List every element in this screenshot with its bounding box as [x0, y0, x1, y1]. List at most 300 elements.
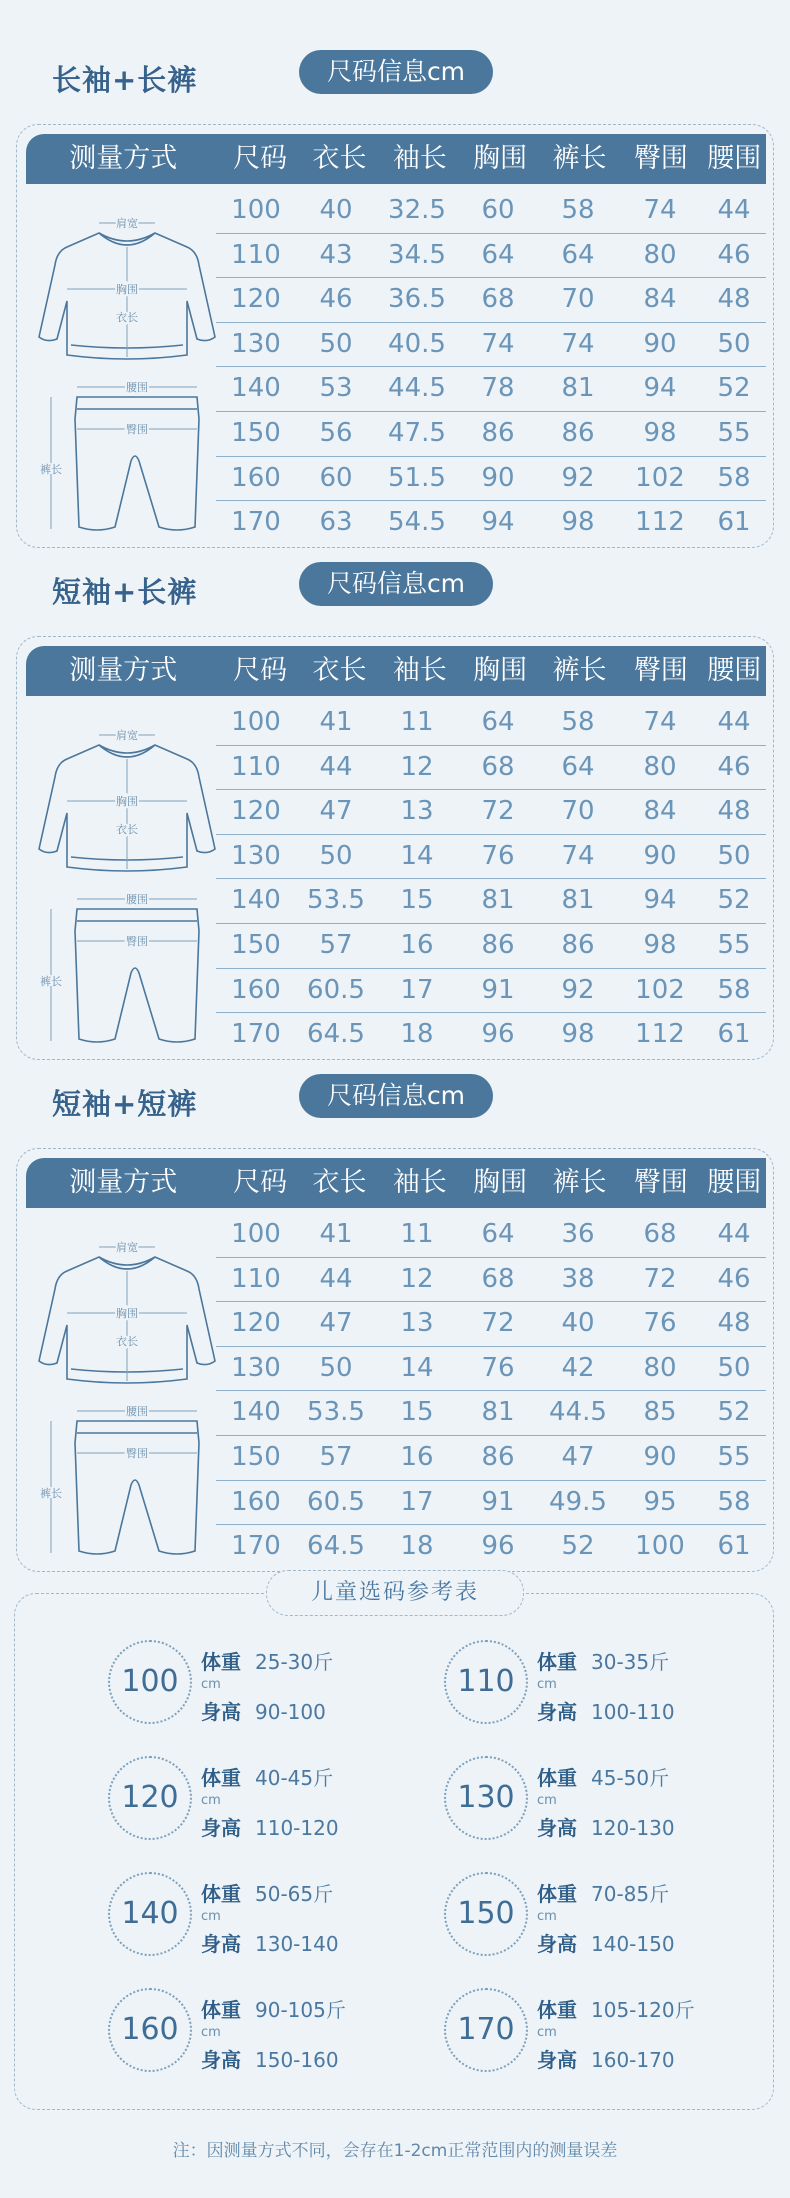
height-label: 身高 [537, 1932, 577, 1956]
table-cell: 80 [643, 1352, 677, 1383]
height-line [537, 1696, 675, 1725]
weight-line [201, 1878, 333, 1907]
table-row [216, 1391, 766, 1436]
table-cell: 55 [717, 929, 751, 960]
weight-label: 体重 [537, 1998, 577, 2022]
table-cell: 76 [481, 840, 515, 871]
unit-label: cm [537, 1909, 557, 1924]
table-cell: 90 [643, 328, 677, 359]
hip-label: 臀围 [126, 1447, 148, 1460]
height-label: 身高 [201, 1932, 241, 1956]
table-row [216, 1213, 766, 1258]
table-cell: 48 [717, 1308, 751, 1339]
table-cell: 100 [635, 1531, 685, 1562]
table-cell: 40 [319, 195, 353, 225]
hip-label: 臀围 [126, 935, 148, 948]
table-cell: 64 [561, 751, 595, 782]
size-circle: 170 [444, 1988, 528, 2072]
table-cell: 94 [481, 507, 515, 538]
table-cell: 74 [481, 328, 515, 359]
table-cell: 100 [231, 195, 281, 225]
table-cell: 47 [319, 796, 353, 827]
table-cell: 64 [561, 239, 595, 270]
table-cell: 70 [561, 284, 595, 315]
table-cell: 86 [481, 417, 515, 448]
table-cell: 120 [231, 1308, 281, 1339]
size-circle: 160 [108, 1988, 192, 2072]
size-info-pill: 尺码信息cm [299, 562, 493, 606]
table-cell: 85 [643, 1397, 677, 1428]
size-table-card [16, 1148, 774, 1572]
table-cell: 80 [643, 751, 677, 782]
table-row [216, 969, 766, 1014]
table-cell: 120 [231, 284, 281, 315]
table-cell: 11 [400, 707, 434, 737]
table-cell: 86 [481, 929, 515, 960]
weight-line [201, 1762, 333, 1791]
table-cell: 170 [231, 507, 281, 538]
waist-label: 腰围 [126, 1405, 148, 1418]
table-cell: 70 [561, 796, 595, 827]
weight-value: 40-45斤 [255, 1766, 334, 1790]
table-row [216, 1436, 766, 1481]
table-cell: 15 [400, 1397, 434, 1428]
header-hip: 臀围 [633, 143, 688, 174]
table-cell: 52 [717, 885, 751, 916]
table-cell: 100 [231, 1219, 281, 1249]
table-cell: 12 [400, 751, 434, 782]
table-cell: 91 [481, 1486, 515, 1517]
footnote: 注：因测量方式不同，会存在1-2cm正常范围内的测量误差 [172, 2141, 618, 2161]
table-cell: 64 [481, 1219, 515, 1249]
table-cell: 86 [561, 417, 595, 448]
table-cell: 160 [231, 974, 281, 1005]
weight-value: 105-120斤 [591, 1998, 695, 2022]
table-cell: 170 [231, 1019, 281, 1050]
table-cell: 130 [231, 328, 281, 359]
table-cell: 16 [400, 929, 434, 960]
shoulder-label: 肩宽 [116, 217, 138, 230]
header-hip: 臀围 [633, 1167, 688, 1198]
pants-icon [75, 397, 199, 530]
header-length: 衣长 [312, 143, 367, 174]
reference-title: 儿童选码参考表 [266, 1570, 524, 1616]
table-cell: 38 [561, 1263, 595, 1294]
header-length: 衣长 [312, 1167, 367, 1198]
size-circle: 120 [108, 1756, 192, 1840]
table-cell: 40.5 [388, 328, 446, 359]
table-cell: 44.5 [388, 373, 446, 404]
chest-label: 胸围 [116, 795, 138, 808]
table-cell: 63 [319, 507, 353, 538]
weight-value: 45-50斤 [591, 1766, 670, 1790]
size-circle: 140 [108, 1872, 192, 1956]
table-cell: 72 [481, 796, 515, 827]
table-cell: 68 [643, 1219, 677, 1249]
table-cell: 68 [481, 1263, 515, 1294]
chest-label: 胸围 [116, 1307, 138, 1320]
table-row [216, 1347, 766, 1392]
table-cell: 84 [643, 284, 677, 315]
table-row [216, 501, 766, 545]
weight-line [537, 1762, 669, 1791]
table-cell: 46 [717, 239, 751, 270]
height-line [537, 1812, 675, 1841]
table-cell: 36 [561, 1219, 595, 1249]
reference-item [108, 1872, 448, 1962]
weight-value: 50-65斤 [255, 1882, 334, 1906]
table-cell: 58 [717, 974, 751, 1005]
table-cell: 48 [717, 796, 751, 827]
height-line [201, 1696, 326, 1725]
table-cell: 41 [319, 1219, 353, 1249]
table-cell: 56 [319, 417, 353, 448]
header-chest: 胸围 [473, 655, 528, 686]
table-cell: 47 [561, 1441, 595, 1472]
table-cell: 18 [400, 1019, 434, 1050]
table-cell: 58 [561, 707, 595, 737]
table-cell: 50 [319, 328, 353, 359]
table-row [216, 278, 766, 323]
height-value: 90-100 [255, 1700, 326, 1724]
table-cell: 76 [643, 1308, 677, 1339]
size-circle: 110 [444, 1640, 528, 1724]
header-method: 测量方式 [69, 1167, 178, 1198]
size-table-card [16, 636, 774, 1060]
height-value: 130-140 [255, 1932, 339, 1956]
weight-label: 体重 [201, 1998, 241, 2022]
reference-item [444, 1872, 784, 1962]
table-cell: 96 [481, 1531, 515, 1562]
size-circle: 130 [444, 1756, 528, 1840]
table-cell: 60.5 [307, 974, 365, 1005]
height-line [537, 1928, 675, 1957]
table-cell: 78 [481, 373, 515, 404]
unit-label: cm [537, 2025, 557, 2040]
table-cell: 64 [481, 239, 515, 270]
waist-label: 腰围 [126, 893, 148, 906]
section-title: 短袖+短裤 [52, 1087, 198, 1121]
height-label: 身高 [201, 1816, 241, 1840]
table-cell: 52 [717, 373, 751, 404]
header-pants-length: 裤长 [552, 655, 607, 686]
table-cell: 50 [717, 1352, 751, 1383]
table-cell: 53.5 [307, 885, 365, 916]
weight-line [537, 1994, 695, 2023]
table-cell: 32.5 [388, 195, 446, 225]
table-cell: 95 [643, 1486, 677, 1517]
table-row [216, 701, 766, 746]
unit-label: cm [201, 1677, 221, 1692]
table-row [216, 1258, 766, 1303]
table-cell: 130 [231, 1352, 281, 1383]
table-cell: 44 [717, 195, 751, 225]
table-cell: 110 [231, 1263, 281, 1294]
header-pants-length: 裤长 [552, 1167, 607, 1198]
table-cell: 17 [400, 1486, 434, 1517]
table-cell: 86 [481, 1441, 515, 1472]
header-sleeve: 袖长 [392, 143, 447, 174]
table-cell: 110 [231, 239, 281, 270]
table-cell: 52 [717, 1397, 751, 1428]
chest-label: 胸围 [116, 283, 138, 296]
table-cell: 53 [319, 373, 353, 404]
table-cell: 57 [319, 1441, 353, 1472]
table-row [216, 234, 766, 279]
table-row [216, 1481, 766, 1526]
table-cell: 57 [319, 929, 353, 960]
table-cell: 36.5 [388, 284, 446, 315]
garment-illustration [37, 1221, 217, 1561]
table-cell: 68 [481, 751, 515, 782]
header-waist: 腰围 [707, 655, 762, 686]
hip-label: 臀围 [126, 423, 148, 436]
table-cell: 64.5 [307, 1019, 365, 1050]
table-cell: 13 [400, 1308, 434, 1339]
table-cell: 150 [231, 417, 281, 448]
table-cell: 44 [717, 707, 751, 737]
weight-label: 体重 [201, 1650, 241, 1674]
table-cell: 61 [717, 507, 751, 538]
weight-value: 70-85斤 [591, 1882, 670, 1906]
table-cell: 92 [561, 974, 595, 1005]
height-label: 身高 [537, 1816, 577, 1840]
table-cell: 46 [717, 1263, 751, 1294]
pants-length-label: 裤长 [40, 975, 62, 988]
shoulder-label: 肩宽 [116, 1241, 138, 1254]
unit-label: cm [537, 1793, 557, 1808]
table-body [216, 189, 766, 545]
header-sleeve: 袖长 [392, 1167, 447, 1198]
table-cell: 110 [231, 751, 281, 782]
table-cell: 44 [717, 1219, 751, 1249]
length-label: 衣长 [116, 823, 138, 836]
table-cell: 112 [635, 507, 685, 538]
reference-item [444, 1640, 784, 1730]
header-pants-length: 裤长 [552, 143, 607, 174]
height-value: 120-130 [591, 1816, 675, 1840]
table-cell: 16 [400, 1441, 434, 1472]
table-header [26, 134, 766, 184]
table-cell: 74 [561, 328, 595, 359]
table-cell: 112 [635, 1019, 685, 1050]
header-chest: 胸围 [473, 1167, 528, 1198]
table-cell: 55 [717, 417, 751, 448]
table-cell: 44 [319, 751, 353, 782]
table-cell: 74 [643, 707, 677, 737]
table-cell: 42 [561, 1352, 595, 1383]
table-row [216, 412, 766, 457]
table-row [216, 924, 766, 969]
table-cell: 86 [561, 929, 595, 960]
table-cell: 102 [635, 462, 685, 493]
table-row [216, 746, 766, 791]
table-cell: 160 [231, 1486, 281, 1517]
table-cell: 11 [400, 1219, 434, 1249]
table-cell: 34.5 [388, 239, 446, 270]
table-cell: 43 [319, 239, 353, 270]
header-sleeve: 袖长 [392, 655, 447, 686]
table-cell: 64.5 [307, 1531, 365, 1562]
table-cell: 140 [231, 373, 281, 404]
table-cell: 50 [319, 840, 353, 871]
weight-line [537, 1878, 669, 1907]
weight-label: 体重 [201, 1882, 241, 1906]
length-label: 衣长 [116, 1335, 138, 1348]
table-cell: 94 [643, 885, 677, 916]
table-cell: 12 [400, 1263, 434, 1294]
garment-illustration [37, 709, 217, 1049]
table-cell: 80 [643, 239, 677, 270]
table-cell: 150 [231, 929, 281, 960]
table-row [216, 790, 766, 835]
table-cell: 51.5 [388, 462, 446, 493]
weight-label: 体重 [537, 1882, 577, 1906]
header-method: 测量方式 [69, 655, 178, 686]
reference-item [108, 1640, 448, 1730]
weight-label: 体重 [201, 1766, 241, 1790]
table-cell: 55 [717, 1441, 751, 1472]
table-cell: 17 [400, 974, 434, 1005]
unit-label: cm [537, 1677, 557, 1692]
table-row [216, 1302, 766, 1347]
height-label: 身高 [201, 1700, 241, 1724]
table-cell: 68 [481, 284, 515, 315]
header-hip: 臀围 [633, 655, 688, 686]
table-cell: 84 [643, 796, 677, 827]
size-info-pill: 尺码信息cm [299, 1074, 493, 1118]
weight-value: 90-105斤 [255, 1998, 346, 2022]
height-value: 150-160 [255, 2048, 339, 2072]
table-row [216, 457, 766, 502]
unit-label: cm [201, 1793, 221, 1808]
table-cell: 13 [400, 796, 434, 827]
pants-length-label: 裤长 [40, 463, 62, 476]
header-size: 尺码 [233, 1167, 288, 1198]
table-cell: 46 [717, 751, 751, 782]
table-cell: 98 [643, 417, 677, 448]
table-cell: 74 [643, 195, 677, 225]
table-row [216, 1525, 766, 1569]
table-cell: 14 [400, 1352, 434, 1383]
pants-icon [75, 1421, 199, 1554]
size-info-pill: 尺码信息cm [299, 50, 493, 94]
table-cell: 48 [717, 284, 751, 315]
height-value: 100-110 [591, 1700, 675, 1724]
height-line [201, 2044, 339, 2073]
table-cell: 72 [643, 1263, 677, 1294]
table-cell: 60.5 [307, 1486, 365, 1517]
table-cell: 52 [561, 1531, 595, 1562]
table-cell: 140 [231, 1397, 281, 1428]
height-value: 110-120 [255, 1816, 339, 1840]
table-cell: 74 [561, 840, 595, 871]
size-circle: 150 [444, 1872, 528, 1956]
table-cell: 81 [481, 1397, 515, 1428]
table-cell: 100 [231, 707, 281, 737]
table-cell: 47.5 [388, 417, 446, 448]
table-cell: 60 [319, 462, 353, 493]
weight-value: 30-35斤 [591, 1650, 670, 1674]
height-line [201, 1928, 339, 1957]
table-cell: 44 [319, 1263, 353, 1294]
table-body [216, 1213, 766, 1569]
table-cell: 50 [717, 840, 751, 871]
table-cell: 98 [561, 507, 595, 538]
section-title: 短袖+长裤 [52, 575, 198, 609]
table-cell: 41 [319, 707, 353, 737]
table-cell: 94 [643, 373, 677, 404]
table-header [26, 1158, 766, 1208]
table-cell: 120 [231, 796, 281, 827]
table-cell: 53.5 [307, 1397, 365, 1428]
table-cell: 40 [561, 1308, 595, 1339]
table-cell: 47 [319, 1308, 353, 1339]
table-cell: 72 [481, 1308, 515, 1339]
weight-line [201, 1646, 333, 1675]
table-cell: 160 [231, 462, 281, 493]
table-cell: 98 [561, 1019, 595, 1050]
table-cell: 49.5 [549, 1486, 607, 1517]
table-cell: 64 [481, 707, 515, 737]
table-cell: 150 [231, 1441, 281, 1472]
table-cell: 81 [481, 885, 515, 916]
table-cell: 54.5 [388, 507, 446, 538]
table-cell: 15 [400, 885, 434, 916]
height-value: 160-170 [591, 2048, 675, 2072]
table-cell: 130 [231, 840, 281, 871]
table-cell: 90 [481, 462, 515, 493]
table-row [216, 879, 766, 924]
section-title: 长袖+长裤 [52, 63, 198, 97]
table-cell: 90 [643, 1441, 677, 1472]
table-cell: 61 [717, 1531, 751, 1562]
table-cell: 46 [319, 284, 353, 315]
table-cell: 140 [231, 885, 281, 916]
header-waist: 腰围 [707, 1167, 762, 1198]
reference-item [444, 1988, 784, 2078]
table-cell: 61 [717, 1019, 751, 1050]
table-cell: 76 [481, 1352, 515, 1383]
table-cell: 102 [635, 974, 685, 1005]
table-cell: 18 [400, 1531, 434, 1562]
table-cell: 92 [561, 462, 595, 493]
table-header [26, 646, 766, 696]
table-cell: 170 [231, 1531, 281, 1562]
size-table-card [16, 124, 774, 548]
weight-label: 体重 [537, 1766, 577, 1790]
header-size: 尺码 [233, 143, 288, 174]
table-row [216, 835, 766, 880]
waist-label: 腰围 [126, 381, 148, 394]
unit-label: cm [201, 1909, 221, 1924]
pants-icon [75, 909, 199, 1042]
table-cell: 81 [561, 885, 595, 916]
height-value: 140-150 [591, 1932, 675, 1956]
header-chest: 胸围 [473, 143, 528, 174]
height-label: 身高 [201, 2048, 241, 2072]
height-line [537, 2044, 675, 2073]
height-line [201, 1812, 339, 1841]
weight-line [537, 1646, 669, 1675]
header-waist: 腰围 [707, 143, 762, 174]
table-cell: 44.5 [549, 1397, 607, 1428]
table-cell: 58 [717, 462, 751, 493]
table-row [216, 189, 766, 234]
pants-length-label: 裤长 [40, 1487, 62, 1500]
height-label: 身高 [537, 2048, 577, 2072]
table-cell: 98 [643, 929, 677, 960]
